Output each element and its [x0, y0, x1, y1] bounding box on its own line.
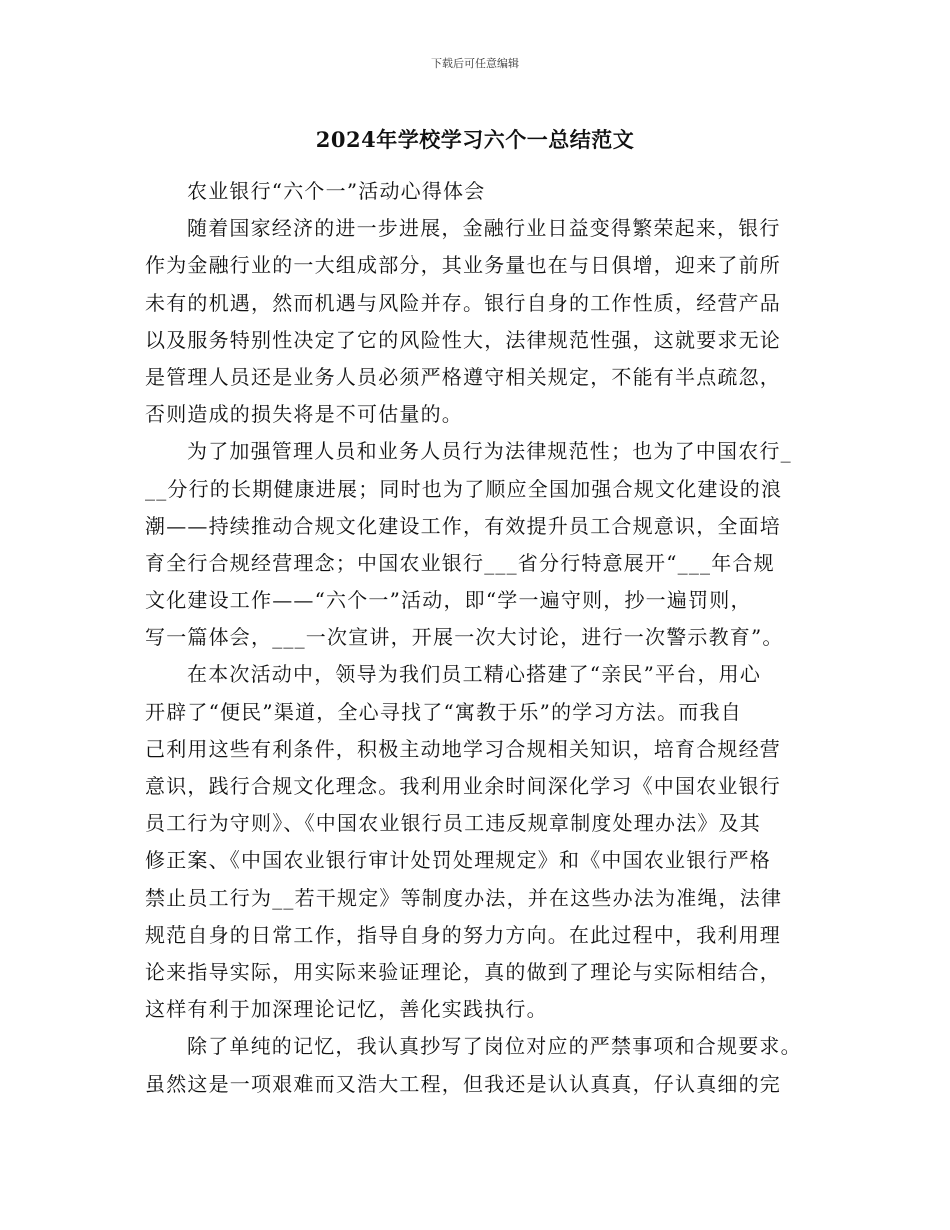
header-note: 下载后可任意编辑: [431, 57, 519, 70]
text-line: 这样有利于加深理论记忆，善化实践执行。: [145, 997, 548, 1022]
text-line: 除了单纯的记忆，我认真抄写了岗位对应的严禁事项和合规要求。: [187, 1034, 802, 1059]
text-line: 否则造成的损失将是不可估量的。: [145, 402, 463, 427]
text-line: 育全行合规经营理念；中国农业银行___省分行特意展开“___年合规: [145, 550, 775, 575]
text-line: 修正案、《中国农业银行审计处罚处理规定》和《中国农业银行严格: [145, 848, 771, 873]
text-line: 开辟了“便民”渠道，全心寻找了“寓教于乐”的学习方法。而我自: [145, 699, 742, 724]
text-line: 随着国家经济的进一步进展，金融行业日益变得繁荣起来，银行: [187, 216, 781, 241]
text-line: 农业银行“六个一”活动心得体会: [187, 179, 486, 203]
text-line: 禁止员工行为__若干规定》等制度办法，并在这些办法为准绳，法律: [145, 885, 783, 910]
text-line: 未有的机遇，然而机遇与风险并存。银行自身的工作性质，经营产品: [145, 290, 781, 315]
text-line: 规范自身的日常工作，指导自身的努力方向。在此过程中，我利用理: [145, 922, 781, 947]
text-line: 在本次活动中，领导为我们员工精心搭建了“亲民”平台，用心: [187, 662, 762, 687]
document-body: [145, 173, 825, 1103]
text-line: 作为金融行业的一大组成部分，其业务量也在与日俱增，迎来了前所: [145, 253, 781, 278]
text-line: 己利用这些有利条件，积极主动地学习合规相关知识，培育合规经营: [145, 736, 781, 761]
text-line: 写一篇体会，___一次宣讲，开展一次大讨论，进行一次警示教育”。: [145, 625, 784, 650]
text-line: 以及服务特别性决定了它的风险性大，法律规范性强，这就要求无论: [145, 327, 781, 352]
text-line: 虽然这是一项艰难而又浩大工程，但我还是认认真真，仔认真细的完: [145, 1071, 781, 1096]
text-line: 文化建设工作——“六个一”活动，即“学一遍守则，抄一遍罚则，: [145, 588, 752, 613]
text-line: 意识，践行合规文化理念。我利用业余时间深化学习《中国农业银行: [145, 774, 781, 798]
text-line: 员工行为守则》、《中国农业银行员工违反规章制度处理办法》及其: [145, 811, 761, 836]
text-line: 为了加强管理人员和业务人员行为法律规范性；也为了中国农行_: [187, 439, 792, 464]
document-title: 2024年学校学习六个一总结范文: [315, 127, 635, 152]
text-line: 论来指导实际，用实际来验证理论，真的做到了理论与实际相结合，: [145, 959, 781, 984]
text-line: __分行的长期健康进展；同时也为了顺应全国加强合规文化建设的浪: [145, 476, 783, 501]
text-line: 潮——持续推动合规文化建设工作，有效提升员工合规意识，全面培: [145, 513, 781, 538]
text-line: 是管理人员还是业务人员必须严格遵守相关规定，不能有半点疏忽，: [145, 364, 781, 389]
